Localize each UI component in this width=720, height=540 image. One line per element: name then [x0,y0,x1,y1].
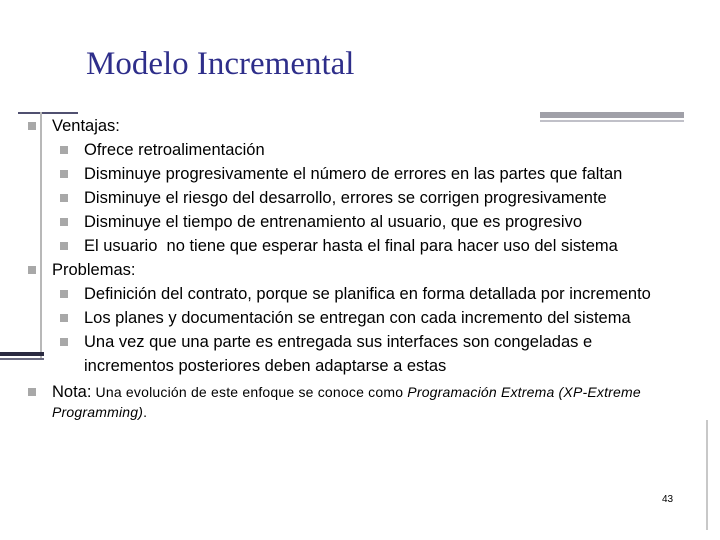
list-item: Disminuye el riesgo del desarrollo, errores se corrigen progresivamente [24,186,694,210]
square-bullet-icon [60,146,68,154]
square-bullet-icon [28,122,36,130]
square-bullet-icon [60,290,68,298]
note-text: Una evolución de este enfoque se conoce como [91,384,408,400]
square-bullet-icon [60,170,68,178]
note [24,382,694,422]
square-bullet-icon [60,242,68,250]
decorative-vertical-line [706,420,708,530]
section-heading-ventajas: Ventajas: [24,114,694,138]
list-item: Los planes y documentación se entregan con cada incremento del sistema [24,306,694,330]
list-item: Disminuye progresivamente el número de errores en las partes que faltan [24,162,694,186]
square-bullet-icon [28,388,36,396]
square-bullet-icon [60,194,68,202]
list-item: Ofrece retroalimentación [24,138,694,162]
section-heading-problemas: Problemas: [24,258,694,282]
list-item: Una vez que una parte es entregada sus interfaces son congeladas e incrementos posteriores deben adaptarse a estas [24,330,694,378]
slide-title: Modelo Incremental [86,46,355,82]
square-bullet-icon [60,338,68,346]
slide-content [24,114,694,422]
square-bullet-icon [60,314,68,322]
note-emphasis: Programación Extrema (XP-Extreme Programming) [52,384,641,420]
page-number: 43 [662,494,674,505]
list-item: El usuario no tiene que esperar hasta el final para hacer uso del sistema [24,234,694,258]
square-bullet-icon [60,218,68,226]
list-item: Disminuye el tiempo de entrenamiento al usuario, que es progresivo [24,210,694,234]
note-label: Nota: [52,383,92,401]
note-end: . [143,404,148,420]
list-item: Definición del contrato, porque se planifica en forma detallada por incremento [24,282,694,306]
square-bullet-icon [28,266,36,274]
